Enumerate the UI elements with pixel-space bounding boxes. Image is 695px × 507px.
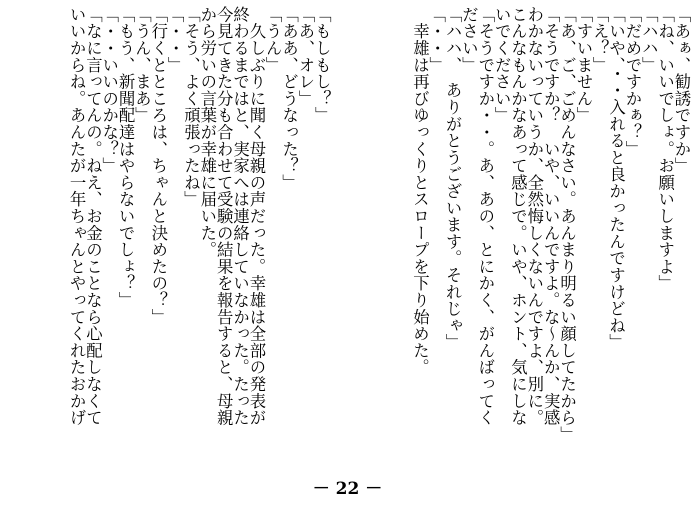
- text-line: 幸雄は再びゆっくりとスロープを下り始めた。: [410, 6, 430, 376]
- text-line: ださい」: [459, 6, 479, 74]
- text-line: いいからね。あんたが一年ちゃんとやってくれたおかげ: [67, 6, 87, 426]
- text-line: 「ああ、どうなった？」: [279, 6, 299, 191]
- text-line: 「うん、まあ」: [132, 6, 152, 124]
- text-line: 「すいません」: [573, 6, 593, 124]
- text-line: 「うん」: [263, 6, 283, 74]
- text-line: いでください」: [492, 6, 512, 124]
- text-line: 「そう、よく頑張ったね」: [181, 6, 201, 208]
- text-line: 「・・」: [426, 6, 446, 74]
- text-line: 久しぶりに聞く母親の声だった。幸雄は全部の発表が: [246, 6, 266, 426]
- text-line: わかないっていうか、全然悔しくないんですよ、別に。: [524, 6, 544, 426]
- text-line: 「あぁ、勧誘ですか」: [672, 6, 691, 174]
- text-line: 「そうですか？ いや、いいんですよ。な～んか、実感: [541, 6, 561, 426]
- text-line: 「ハハ、 ありがとうございます。それじゃ」: [443, 6, 463, 351]
- text-line: 「あ、ご、ごめんなさい。あんまり明るい顔してたから」: [557, 6, 577, 443]
- text-line: 「え？」: [590, 6, 610, 74]
- text-line: 「なに言ってんの。ねえ、お金のことなら心配しなくて: [83, 6, 103, 426]
- text-line: 「いや、・・入れると良かったんですけどね」: [606, 6, 626, 351]
- text-line: 終わるまではと、実家へは連絡していなかった。たった: [230, 6, 250, 426]
- text-line: 「あ、オレ」: [295, 6, 315, 107]
- text-line: 「ハハ」: [639, 6, 659, 74]
- text-line: 「・・いいのかな？」: [99, 6, 119, 174]
- text-line: 「行くとところは、ちゃんと決めたの？」: [148, 6, 168, 326]
- text-line: 「もう、新聞配達はやらないでしょ？」: [116, 6, 136, 309]
- text-line: こんなもんかなあって感じで。いや、ホント、気にしな: [508, 6, 528, 426]
- text-line: 「・・」: [165, 6, 185, 74]
- text-line: 「そうですか・・。あ、あの、とにかく、がんばってく: [475, 6, 495, 426]
- text-line: 今見てきた分も合わせて受験の結果を報告すると、母親: [214, 6, 234, 426]
- page-number: － 22 －: [312, 479, 383, 499]
- text-line: 「ね、いいでしょ。お願いしますよ」: [655, 6, 675, 292]
- text-line: 「だめですかぁ？」: [622, 6, 642, 158]
- text-line: から労いの言葉が幸雄に届いた。: [197, 6, 217, 258]
- text-line: 「もしもし？」: [312, 6, 332, 124]
